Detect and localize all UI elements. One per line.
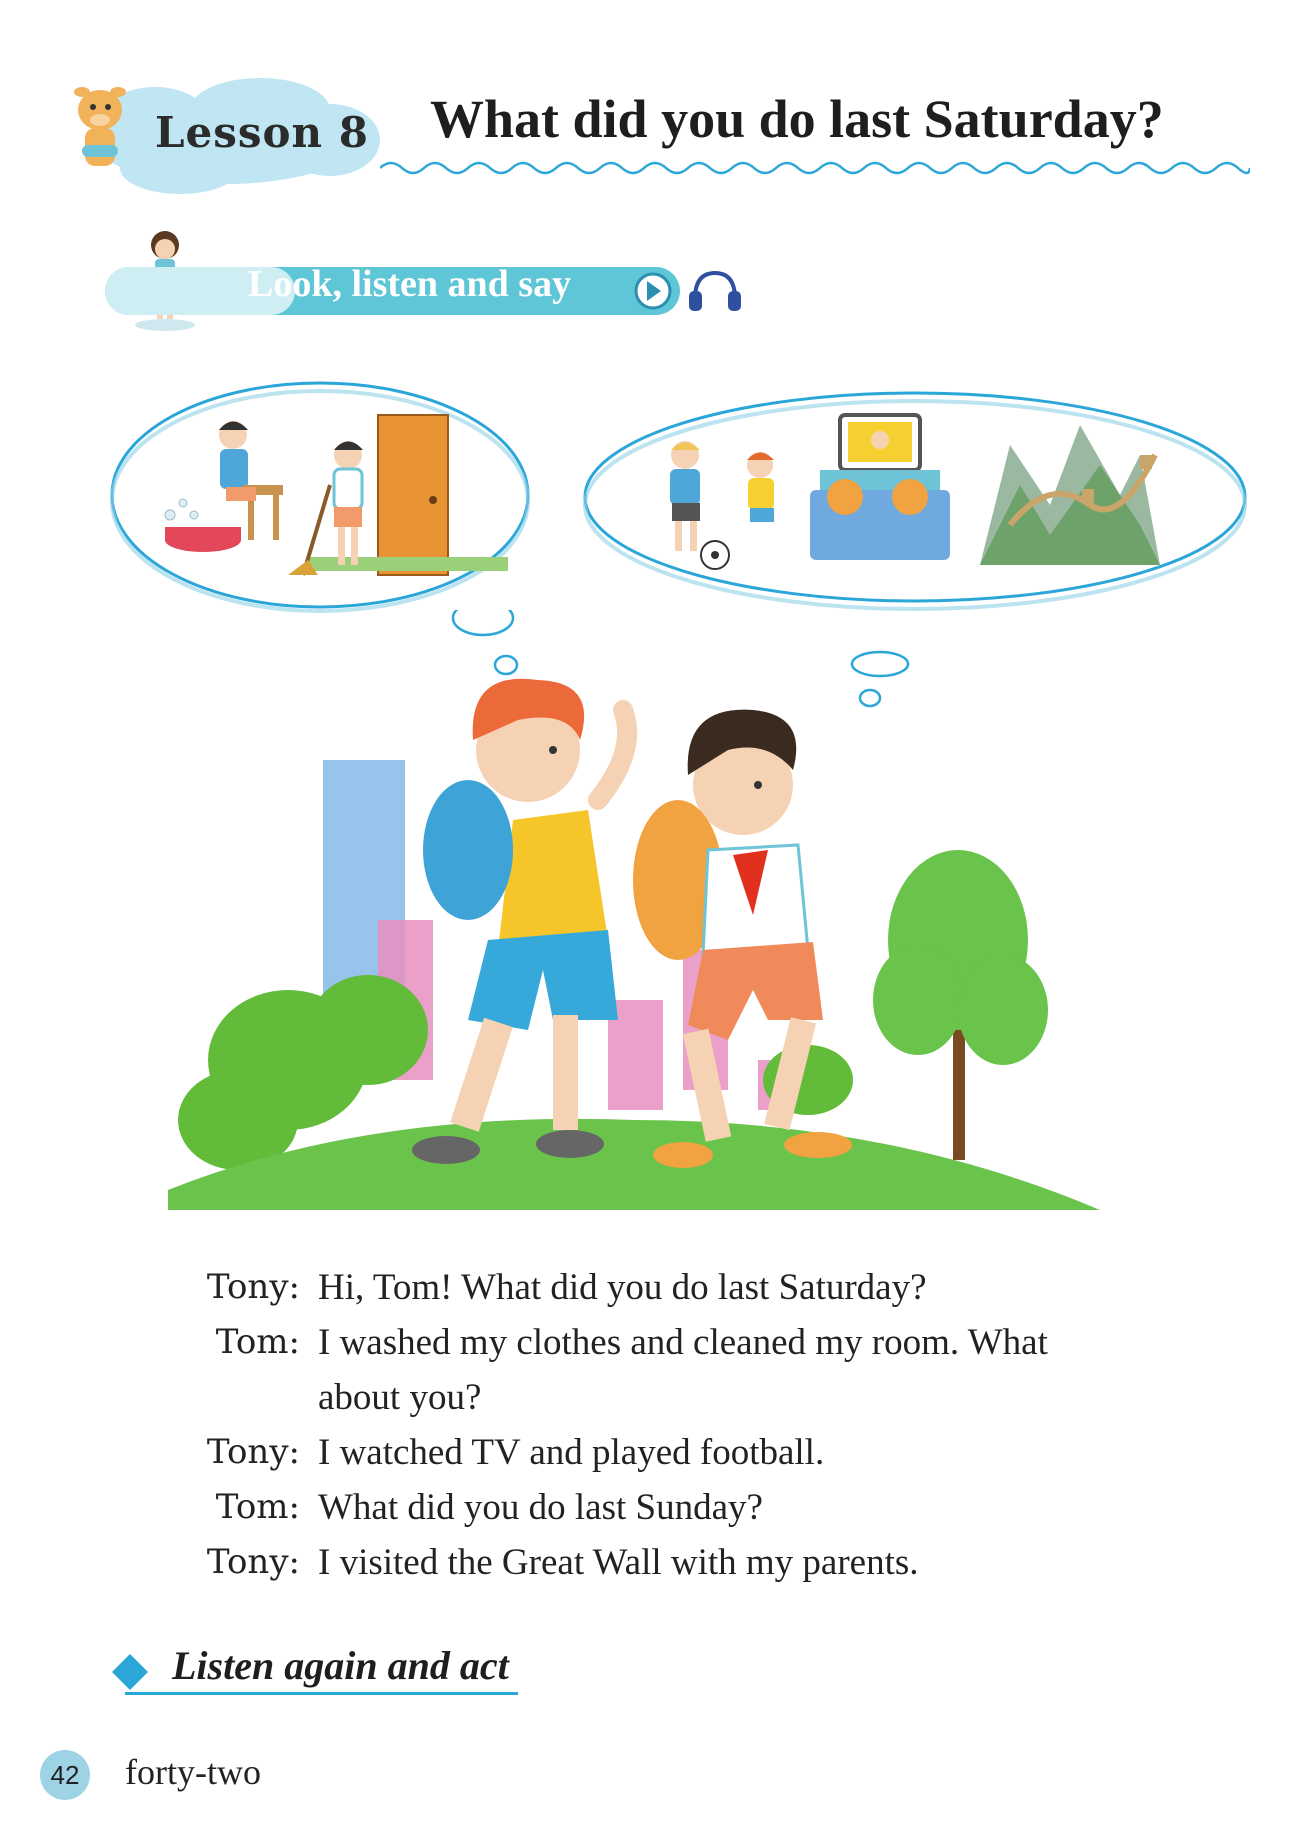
thought-bubble-right	[580, 385, 1250, 615]
title-wave-divider	[380, 158, 1250, 178]
speech-text: I visited the Great Wall with my parents.	[318, 1542, 919, 1583]
section-label: Look, listen and say	[248, 263, 572, 305]
speaker-name: Tom:	[215, 1322, 300, 1362]
activity-underline	[125, 1692, 518, 1695]
speech-text: What did you do last Sunday?	[318, 1487, 763, 1528]
dialogue	[170, 1260, 1120, 1590]
headphones-icon	[691, 273, 739, 309]
page-title: What did you do last Saturday?	[430, 89, 1164, 149]
speech-text: Hi, Tom! What did you do last Saturday?	[318, 1267, 927, 1308]
dialogue-line	[170, 1425, 1120, 1480]
page-number-words: forty-two	[125, 1752, 261, 1792]
lesson-label: Lesson 8	[155, 108, 369, 157]
page-number: 42	[40, 1750, 90, 1800]
dialogue-line	[170, 1480, 1120, 1535]
diamond-bullet-icon	[110, 1652, 150, 1692]
speaker-name: Tony:	[206, 1267, 300, 1307]
two-boys-walking-scene	[168, 610, 1100, 1210]
speech-text: I watched TV and played football.	[318, 1432, 825, 1473]
thought-bubble-left	[108, 375, 533, 615]
dialogue-line	[170, 1315, 1120, 1425]
activity-heading: Listen again and act	[172, 1643, 509, 1688]
speech-text: I washed my clothes and cleaned my room. What about you?	[318, 1322, 1048, 1418]
play-icon	[636, 274, 670, 308]
speaker-name: Tony:	[206, 1542, 300, 1582]
speaker-name: Tony:	[206, 1432, 300, 1472]
dialogue-line	[170, 1535, 1120, 1590]
speaker-name: Tom:	[215, 1487, 300, 1527]
dialogue-line	[170, 1260, 1120, 1315]
